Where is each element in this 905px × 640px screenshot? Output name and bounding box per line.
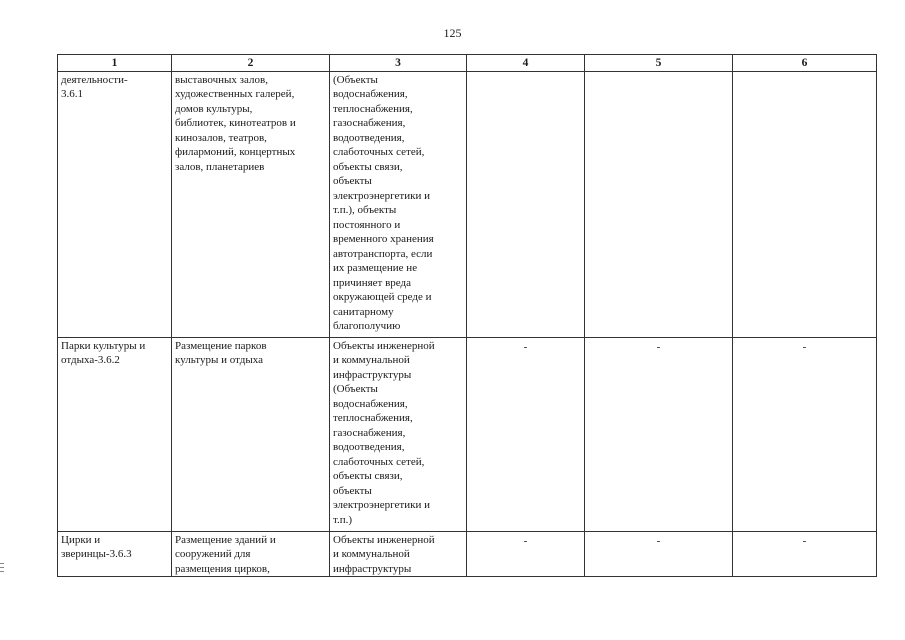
table-cell: Цирки и зверинцы-3.6.3: [58, 531, 172, 577]
table-cell: -: [585, 337, 733, 531]
table-cell: Размещение зданий и сооружений для размещения цирков,: [172, 531, 330, 577]
permitted-use-table: [57, 54, 877, 577]
table-cell: -: [467, 337, 585, 531]
column-header: 2: [172, 55, 330, 72]
page-number: 125: [443, 26, 462, 40]
table-row: [58, 531, 877, 577]
table-cell: деятельности- 3.6.1: [58, 71, 172, 337]
table-cell: выставочных залов, художественных галерей, домов культуры, библиотек, кинотеатров и кинозалов, театров, филармоний, концертных залов, планетариев: [172, 71, 330, 337]
table-cell: -: [733, 337, 877, 531]
scan-margin-mark: [0, 563, 5, 575]
table-cell: [585, 71, 733, 337]
table-cell: [467, 71, 585, 337]
table-cell: -: [467, 531, 585, 577]
table-row: [58, 71, 877, 337]
table-cell: Размещение парков культуры и отдыха: [172, 337, 330, 531]
table-cell: Объекты инженерной и коммунальной инфраструктуры (Объекты водоснабжения, теплоснабжения, газоснабжения, водоотведения, слаботочных сетей, объекты связи, объекты электроэнергетики и т.п.): [330, 337, 467, 531]
column-header: 1: [58, 55, 172, 72]
table-cell: Парки культуры и отдыха-3.6.2: [58, 337, 172, 531]
column-header: 4: [467, 55, 585, 72]
column-header: 5: [585, 55, 733, 72]
column-header: 6: [733, 55, 877, 72]
column-header: 3: [330, 55, 467, 72]
table-row: [58, 337, 877, 531]
table-cell: (Объекты водоснабжения, теплоснабжения, газоснабжения, водоотведения, слаботочных сетей, объекты связи, объекты электроэнергетики и т.п.), объекты постоянного и временного хранения автотранспорта, если их размещение не причиняет вреда окружающей среде и санитарному благополучию: [330, 71, 467, 337]
table-cell: -: [733, 531, 877, 577]
table-cell: -: [585, 531, 733, 577]
table-cell: Объекты инженерной и коммунальной инфраструктуры: [330, 531, 467, 577]
table-header-row: [58, 55, 877, 72]
table-cell: [733, 71, 877, 337]
